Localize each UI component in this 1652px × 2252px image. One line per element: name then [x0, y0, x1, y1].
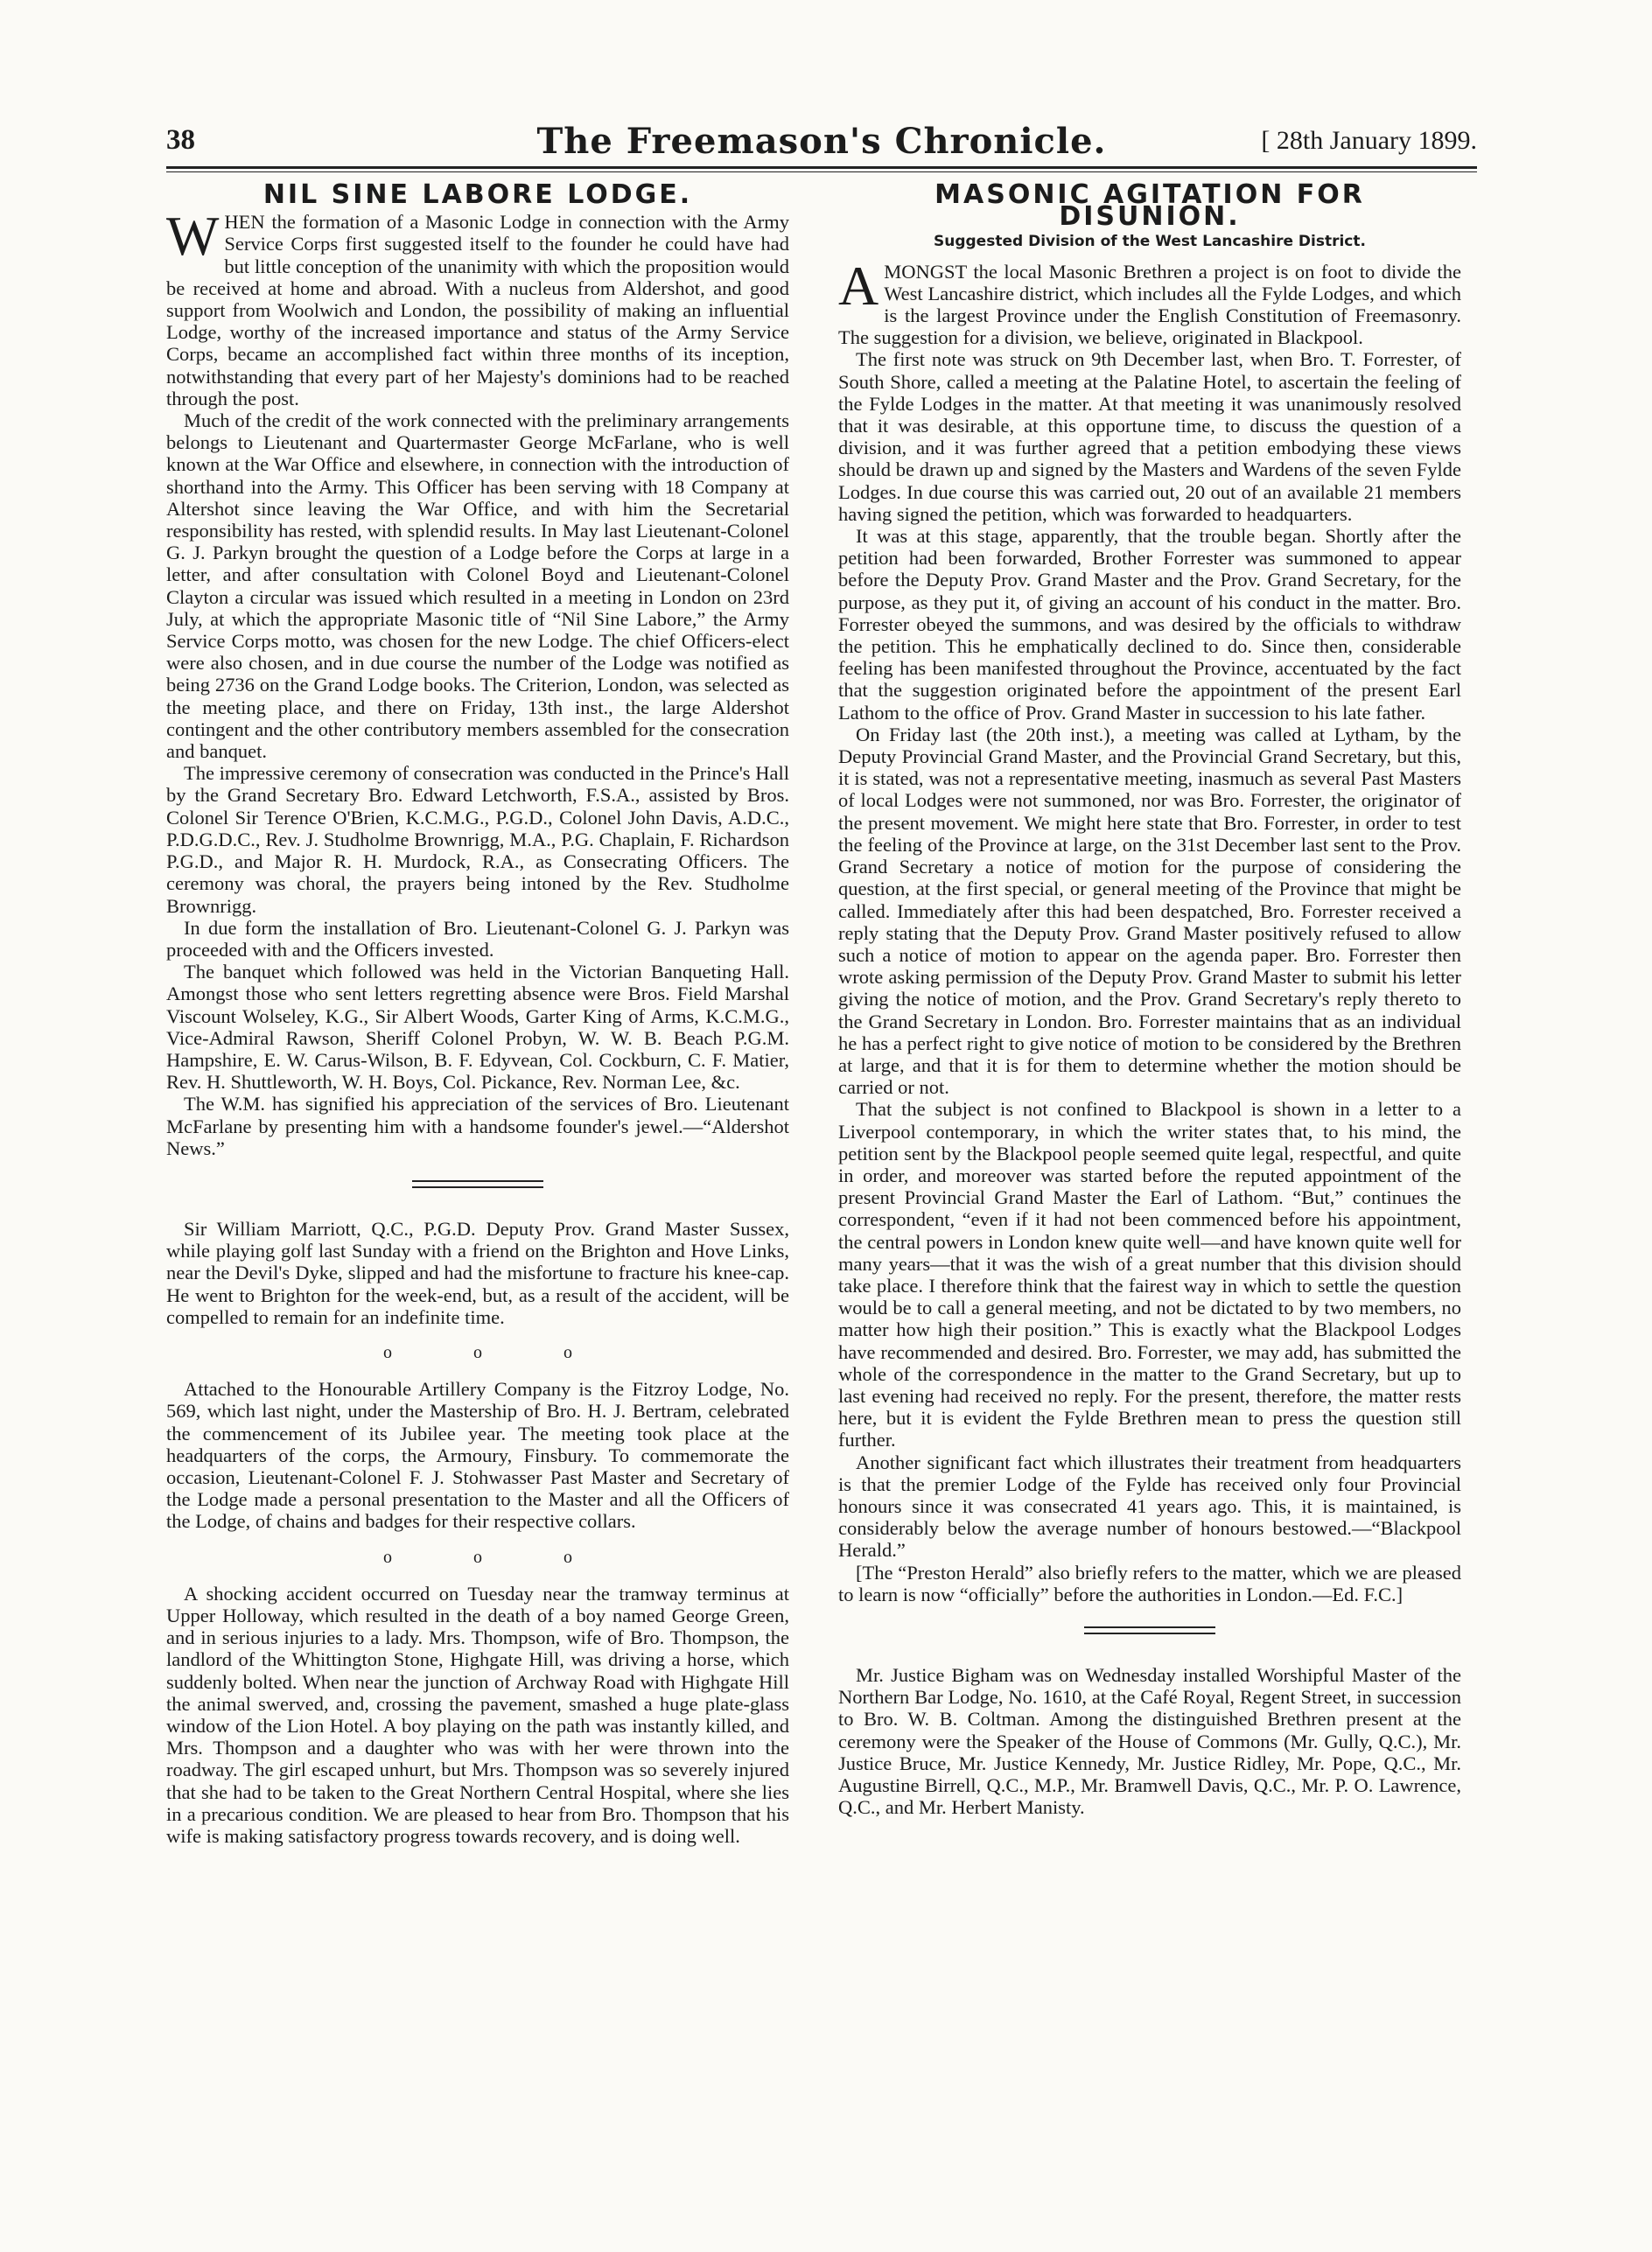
article-paragraph: WHEN the formation of a Masonic Lodge in connection with the Army Service Corps first suggested itself to the founder he could have had but little conception of the unanimity with which the proposition would be received at home and abroad. With a nucleus from Aldershot, and good support from Woolwich and London, the possibility of making an influential Lodge, worthy of the increased importance and status of the Army Service Corps, became an accomplished fact within three months of its inception, notwithstanding that every part of her Majesty's dominions had to be reached through the post.	[166, 205, 789, 409]
header-rule-bottom	[166, 171, 1477, 172]
issue-date: [ 28th January 1899.	[1261, 126, 1477, 155]
page-header	[166, 121, 1477, 163]
ornament-divider: o o o	[383, 1547, 611, 1567]
article-paragraph: The W.M. has signified his appreciation of the services of Bro. Lieutenant McFarlane by presenting him with a handsome founder's jewel.—“Aldershot News.”	[166, 1093, 789, 1159]
article-paragraph: In due form the installation of Bro. Lieutenant-Colonel G. J. Parkyn was proceeded with and the Officers invested.	[166, 916, 789, 961]
article-paragraph: The banquet which followed was held in the Victorian Banqueting Hall. Amongst those who sent letters regretting absence were Bros. Field Marshal Viscount Wolseley, K.G., Sir Albert Woods, Garter King of Arms, K.C.M.G., Vice-Admiral Rawson, Sheriff Colonel Probyn, W. W. B. Beach P.G.M. Hampshire, E. W. Carus-Wilson, B. F. Edyvean, Col. Cockburn, C. F. Matier, Rev. H. Shuttleworth, W. H. Boys, Col. Pickance, Rev. Norman Lee, &c.	[166, 961, 789, 1094]
news-item: A shocking accident occurred on Tuesday near the tramway terminus at Upper Holloway, which resulted in the death of a boy named George Green, and in serious injuries to a lady. Mrs. Thompson, wife of Bro. Thompson, the landlord of the Whittington Stone, Highgate Hill, was driving a horse, which suddenly bolted. When near the junction of Archway Road with Highgate Hill the animal swerved, and, crossing the pavement, smashed a huge plate-glass window of the Lion Hotel. A boy playing on the path was instantly killed, and Mrs. Thompson and a daughter who was with her were thrown into the roadway. The girl escaped unhurt, but Mrs. Thompson was so severely injured that she had to be taken to the Great Northern Central Hospital, where she lies in a precarious condition. We are pleased to hear from Bro. Thompson that his wife is making satisfactory progress towards recovery, and is doing well.	[166, 1582, 789, 1848]
article-subheading: Suggested Division of the West Lancashire District.	[934, 233, 1366, 251]
section-separator	[412, 1180, 543, 1188]
page-number: 38	[166, 124, 195, 156]
article-paragraph: That the subject is not confined to Blackpool is shown in a letter to a Liverpool contemporary, in which the writer states that, to his mind, the petition sent by the Blackpool people seemed quite legal, respectful, and quite in order, and moreover was started before the reputed appointment of the present Provincial Grand Master the Earl of Lathom. “But,” continues the correspondent, “even if it had not been commenced before his appointment, the central powers in London knew quite well—and have known quite well for many years—that it was the wish of a great number that this division should take place. I therefore think that the fairest way in which to settle the question would be to call a general meeting, and not be dictated to by two members, no matter how high their position.” This is exactly what the Blackpool Lodges have recommended and desired. Bro. Forrester, we may add, has submitted the whole of the correspondence in the matter to the Grand Secretary, but up to last evening had received no reply. For the present, therefore, the matter rests here, but it is evident the Fylde Brethren mean to press the question still further.	[838, 1098, 1461, 1451]
article-paragraph: The first note was struck on 9th December last, when Bro. T. Forrester, of South Shore, called a meeting at the Palatine Hotel, to ascertain the feeling of the Fylde Lodges in the matter. At that meeting it was unanimously resolved that it was desirable, at this opportune time, to discuss the question of a division, and it was further agreed that a petition embodying these views should be drawn up and signed by the Masters and Wardens of the seven Fylde Lodges. In due course this was carried out, 20 out of an available 21 members having signed the petition, which was forwarded to headquarters.	[838, 348, 1461, 525]
ornament-divider: o o o	[383, 1342, 611, 1362]
editor-note: [The “Preston Herald” also briefly refers to the matter, which we are pleased to learn is now “officially” before the authorities in London.—Ed. F.C.]	[838, 1561, 1461, 1605]
article-paragraph: AMONGST the local Masonic Brethren a project is on foot to divide the West Lancashire district, which includes all the Fylde Lodges, and which is the largest Province under the English Constitution of Freemasonry. The suggestion for a division, we believe, originated in Blackpool.	[838, 254, 1461, 349]
header-rule-top	[166, 166, 1477, 169]
news-item: Attached to the Honourable Artillery Company is the Fitzroy Lodge, No. 569, which last night, under the Mastership of Bro. H. J. Bertram, celebrated the commencement of its Jubilee year. The meeting took place at the headquarters of the corps, the Armoury, Finsbury. To commemorate the occasion, Lieutenant-Colonel F. J. Stohwasser Past Master and Secretary of the Lodge made a personal presentation to the Master and all the Officers of the Lodge, of chains and badges for their respective collars.	[166, 1378, 789, 1533]
article-headline: MASONIC AGITATION FOR DISUNION.	[934, 179, 1365, 233]
article-paragraph: On Friday last (the 20th inst.), a meeting was called at Lytham, by the Deputy Provincial Grand Master, and the Provincial Grand Secretary, but this, it is stated, was not a representative meeting, inasmuch as several Past Masters of local Lodges were not summoned, nor was Bro. Forrester, the originator of the present movement. We might here state that Bro. Forrester, in order to test the feeling of the Province at large, on the 31st December last sent to the Prov. Grand Secretary a notice of motion for the purpose of considering the question, at the first special, or general meeting of the Province that might be called. Immediately after this had been despatched, Bro. Forrester received a reply stating that the Deputy Prov. Grand Master positively refused to allow such a notice of motion to appear on the agenda paper. Bro. Forrester then wrote asking permission of the Deputy Prov. Grand Master to submit his letter giving the notice of motion, and the Prov. Grand Secretary's reply thereto to the Grand Secretary in London. Bro. Forrester maintains that as an individual he has a perfect right to give notice of motion to be considered by the Brethren at large, and that it is for them to determine whether the motion should be carried or not.	[838, 723, 1461, 1099]
article-paragraph: The impressive ceremony of consecration was conducted in the Prince's Hall by the Grand Secretary Bro. Edward Letchworth, F.S.A., assisted by Bros. Colonel Sir Terence O'Brien, K.C.M.G., P.G.D., Colonel John Davis, A.D.C., P.D.G.D.C., Rev. J. Studholme Brownrigg, M.A., P.G. Chaplain, F. Richardson P.G.D., and Major R. H. Murdock, R.A., as Consecrating Officers. The ceremony was choral, the prayers being intoned by the Rev. Studholme Brownrigg.	[166, 762, 789, 917]
publication-title: The Freemason's Chronicle.	[536, 121, 1107, 162]
drop-cap: A	[838, 254, 879, 317]
right-column	[838, 179, 1461, 1819]
news-item: Sir William Marriott, Q.C., P.G.D. Deputy Prov. Grand Master Sussex, while playing golf last Sunday with a friend on the Brighton and Hove Links, near the Devil's Dyke, slipped and had the misfortune to fracture his knee-cap. He went to Brighton for the week-end, but, as a result of the accident, will be compelled to remain for an indefinite time.	[166, 1217, 789, 1328]
left-column	[166, 179, 789, 1848]
article-paragraph: Much of the credit of the work connected with the preliminary arrangements belongs to Lieutenant and Quartermaster George McFarlane, who is well known at the War Office and elsewhere, in connection with the introduction of shorthand into the Army. This Officer has been serving with 18 Company at Altershot since leaving the War Office, and with him the Secretarial responsibility has rested, with splendid results. In May last Lieutenant-Colonel G. J. Parkyn brought the question of a Lodge before the Corps at large in a letter, and after consultation with Colonel Boyd and Lieutenant-Colonel Clayton a circular was issued which resulted in a meeting in London on 23rd July, at which the appropriate Masonic title of “Nil Sine Labore,” the Army Service Corps motto, was chosen for the new Lodge. The chief Officers-elect were also chosen, and in due course the number of the Lodge was notified as being 2736 on the Grand Lodge books. The Criterion, London, was selected as the meeting place, and there on Friday, 13th inst., the large Aldershot contingent and the other contributory members assembled for the consecration and banquet.	[166, 409, 789, 763]
section-separator	[1084, 1626, 1215, 1634]
drop-cap: W	[166, 205, 220, 268]
article-headline: NIL SINE LABORE LODGE.	[262, 179, 693, 210]
news-item: Mr. Justice Bigham was on Wednesday installed Worshipful Master of the Northern Bar Lodge, No. 1610, at the Café Royal, Regent Street, in succession to Bro. W. B. Coltman. Among the distinguished Brethren present at the ceremony were the Speaker of the House of Commons (Mr. Gully, Q.C.), Mr. Justice Bruce, Mr. Justice Kennedy, Mr. Justice Ridley, Mr. Pope, Q.C., Mr. Augustine Birrell, Q.C., M.P., Mr. Bramwell Davis, Q.C., Mr. P. O. Lawrence, Q.C., and Mr. Herbert Manisty.	[838, 1664, 1461, 1819]
article-paragraph: Another significant fact which illustrates their treatment from headquarters is that the premier Lodge of the Fylde has received only four Provincial honours since it was consecrated 41 years ago. This, it is maintained, is considerably below the average number of honours bestowed.—“Blackpool Herald.”	[838, 1451, 1461, 1562]
article-paragraph: It was at this stage, apparently, that the trouble began. Shortly after the petition had been forwarded, Brother Forrester was summoned to appear before the Deputy Prov. Grand Master and the Prov. Grand Secretary, for the purpose, as they put it, of giving an account of his conduct in the matter. Bro. Forrester obeyed the summons, and was desired by the officials to withdraw the petition. This he emphatically declined to do. Since then, considerable feeling has been manifested throughout the Province, accentuated by the fact that the suggestion originated before the appointment of the present Earl Lathom to the office of Prov. Grand Master in succession to his late father.	[838, 525, 1461, 724]
